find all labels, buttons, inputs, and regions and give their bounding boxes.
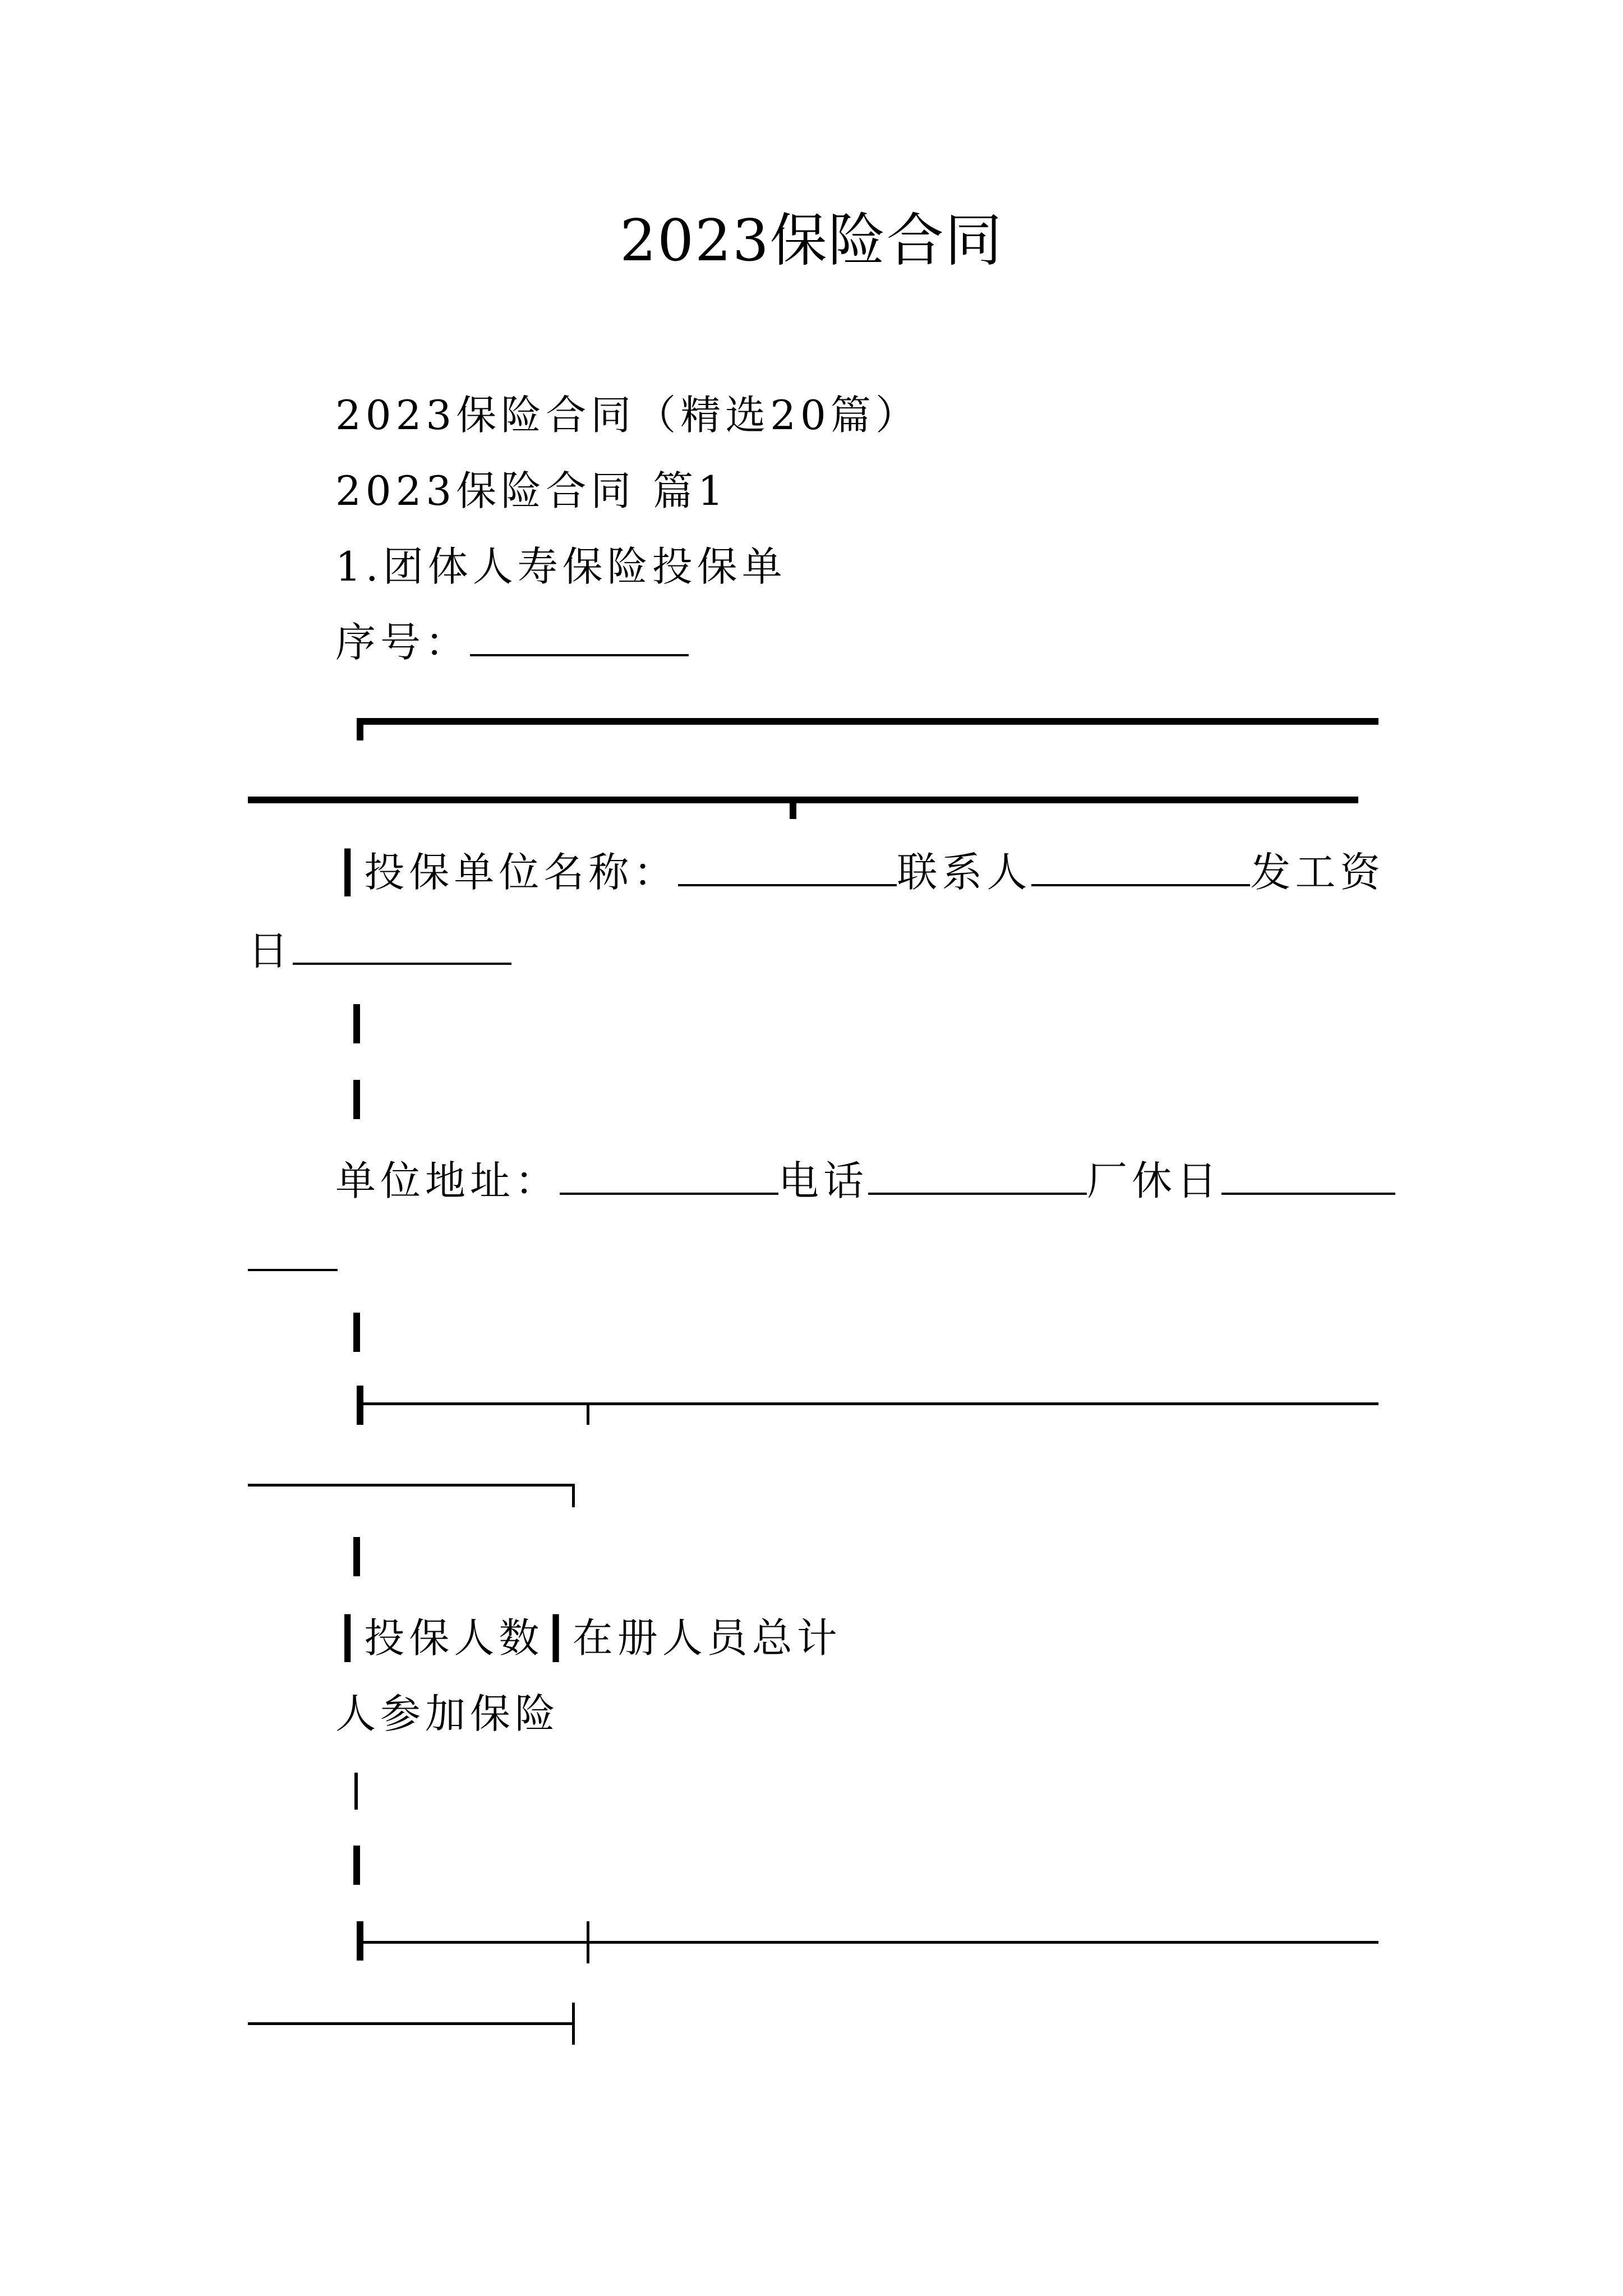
table-side-bar <box>353 1313 360 1352</box>
document-title: 2023保险合同 <box>620 208 1003 274</box>
table-side-bar <box>353 1080 360 1119</box>
payday-cont-row <box>248 926 511 976</box>
address-label: 单位地址： <box>335 1157 560 1204</box>
table-top-border <box>357 718 1378 725</box>
subtitle: 2023保险合同（精选20篇） <box>335 392 920 439</box>
table-divider <box>357 1402 1378 1405</box>
table-side-bar <box>353 1004 360 1043</box>
count-cont-row: 人参加保险 <box>335 1690 560 1737</box>
contact-blank[interactable] <box>1031 850 1250 886</box>
payday-cont: 日 <box>248 927 293 974</box>
phone-blank[interactable] <box>868 1159 1087 1195</box>
table-divider-left <box>357 1386 363 1425</box>
address-row <box>335 1156 1395 1206</box>
table-divider-cont <box>248 1484 573 1487</box>
table-divider-end <box>572 2003 575 2045</box>
serial-row <box>335 617 689 668</box>
serial-label: 序号： <box>335 619 471 666</box>
company-blank[interactable] <box>678 850 897 886</box>
contact-label: 联系人 <box>897 849 1032 896</box>
company-label: ┃投保单位名称： <box>335 849 679 896</box>
count-row: ┃投保人数┃在册人员总计 <box>335 1614 842 1662</box>
phone-label: 电话 <box>778 1157 869 1204</box>
chapter-heading: 2023保险合同 篇1 <box>335 467 728 514</box>
company-row <box>335 847 1385 898</box>
serial-blank[interactable] <box>470 620 689 656</box>
rest-blank-cont <box>248 1269 338 1271</box>
table-side-bar <box>353 1846 360 1885</box>
table-top-left-corner <box>357 718 363 740</box>
table-divider-cross <box>587 1921 589 1963</box>
payday-label: 发工资 <box>1250 849 1385 896</box>
section-heading: 1.团体人寿保险投保单 <box>335 543 787 590</box>
table-divider-cont <box>248 2022 573 2025</box>
table-top-border-cont <box>248 797 1358 803</box>
table-divider-end <box>572 1484 575 1507</box>
rest-label: 厂休日 <box>1087 1157 1222 1204</box>
table-side-bar <box>353 1537 360 1576</box>
table-top-right-corner <box>790 797 796 819</box>
table-divider-tee <box>587 1402 589 1425</box>
table-divider-left <box>357 1921 363 1961</box>
table-side-bar-thin <box>354 1773 358 1810</box>
rest-blank[interactable] <box>1221 1159 1395 1195</box>
payday-blank[interactable] <box>293 929 511 965</box>
address-blank[interactable] <box>560 1159 778 1195</box>
table-divider <box>357 1941 1378 1944</box>
